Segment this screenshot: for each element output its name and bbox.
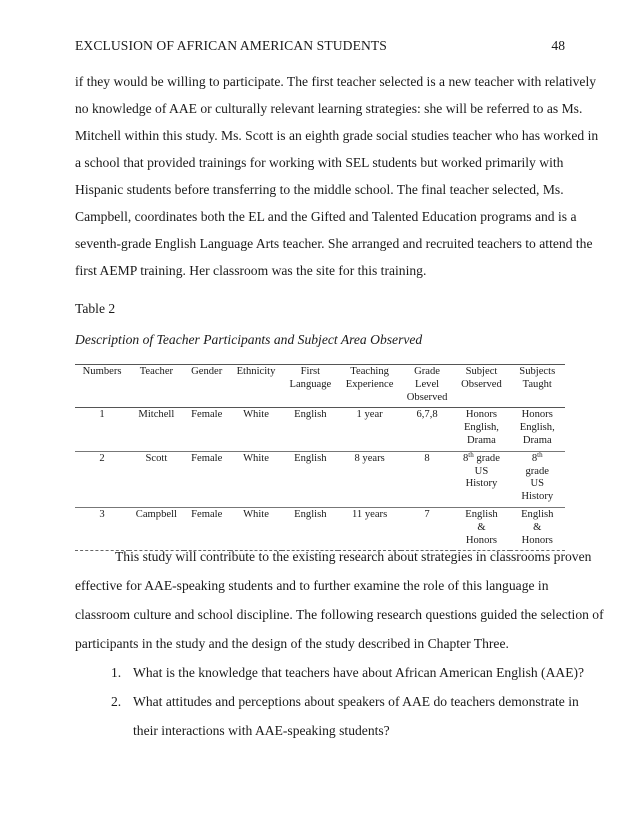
cell-word: US [530, 478, 545, 490]
ordinal-suffix: th [468, 450, 474, 459]
table-cell: White [243, 452, 269, 464]
cell-word: & [477, 521, 486, 533]
table-cell: 1 year [356, 409, 383, 421]
cell-word: Honors [521, 534, 553, 546]
cell-word: US [474, 465, 489, 477]
table-row [75, 408, 565, 451]
cell-word: grade [476, 452, 500, 464]
column-header: Grade Level Observed [406, 366, 448, 403]
table-cell: English [294, 409, 327, 421]
table-cell: Honors English, Drama [519, 409, 555, 446]
table-cell: White [243, 508, 269, 520]
table-row [75, 507, 565, 550]
cell-word: Honors [465, 534, 498, 546]
ordinal-suffix: th [537, 450, 543, 459]
list-number: 2. [111, 694, 122, 709]
table-cell: 8 years [354, 452, 385, 464]
table-cell: 1 [99, 409, 105, 421]
column-header: Teaching Experience [345, 366, 394, 390]
ordinal-number: 8 [462, 452, 469, 464]
paragraph-line: first AEMP training. Her classroom was the site for this training. [75, 263, 427, 278]
table-cell: 6,7,8 [416, 409, 438, 421]
table-cell: Honors English, Drama [463, 409, 499, 446]
table-cell: English [294, 508, 327, 520]
list-item-text: What is the knowledge that teachers have about African American English (AAE)? [133, 665, 585, 680]
table-cell: 7 [424, 508, 430, 520]
table-cell: English [294, 452, 327, 464]
column-header: Subjects Taught [519, 366, 556, 390]
table-cell: 3 [99, 508, 105, 520]
cell-word: History [521, 491, 554, 503]
table-label: Table 2 [75, 301, 116, 316]
column-header: Teacher [139, 366, 174, 377]
paragraph-line: effective for AAE-speaking students and to further examine the role of this language in [75, 578, 549, 593]
paragraph-line: no knowledge of AAE or culturally relevant learning strategies: she will be referred to as Ms. [75, 101, 583, 116]
table-cell: 8 [424, 452, 430, 464]
table-caption: Description of Teacher Participants and Subject Area Observed [75, 332, 423, 347]
column-header: First Language [289, 366, 332, 390]
paragraph-line: Mitchell within this study. Ms. Scott is an eighth grade social studies teacher who has worked in [75, 128, 599, 143]
table-cell-subjects-taught [510, 507, 566, 550]
table-cell: White [243, 409, 269, 421]
list-item-text: What attitudes and perceptions about speakers of AAE do teachers demonstrate in [133, 694, 579, 709]
table-cell-subject-observed [453, 507, 509, 550]
paragraph-line: classroom culture and school discipline. The following research questions guided the selection of [75, 607, 604, 622]
table-row [75, 451, 565, 507]
paragraph-line: seventh-grade English Language Arts teacher. She arranged and recruited teachers to attend the [75, 236, 593, 251]
paragraph-line: if they would be willing to participate. The first teacher selected is a new teacher with relatively [75, 74, 597, 89]
cell-word: English [465, 508, 498, 520]
cell-word: & [533, 521, 542, 533]
cell-word: English [521, 508, 554, 520]
column-header: Gender [191, 366, 223, 377]
ordinal-number: 8 [531, 452, 538, 464]
column-header: Ethnicity [236, 366, 276, 377]
teacher-participants-table [75, 364, 565, 551]
table-cell: Female [191, 508, 223, 520]
column-header: Numbers [82, 366, 122, 377]
paragraph-line: Campbell, coordinates both the EL and the Gifted and Talented Education programs and is a [75, 209, 577, 224]
cell-word: grade [525, 465, 550, 477]
table-cell: 2 [99, 452, 105, 464]
table-cell-subject-observed [453, 451, 509, 507]
paragraph-line: participants in the study and the design of the study described in Chapter Three. [75, 636, 509, 651]
paragraph-line: a school that provided trainings for working with SEL students but worked primarily with [75, 155, 564, 170]
list-item-text: their interactions with AAE-speaking students? [133, 723, 390, 738]
table-header-row [75, 365, 565, 408]
table-cell: 11 years [352, 508, 388, 520]
table-cell-subjects-taught [510, 451, 566, 507]
page-number: 48 [551, 38, 565, 53]
table-cell: Scott [145, 452, 168, 464]
table-cell: Campbell [135, 508, 177, 520]
table-cell: Female [191, 452, 223, 464]
table-cell: Mitchell [138, 409, 175, 421]
list-number: 1. [111, 665, 122, 680]
column-header: Subject Observed [461, 366, 502, 390]
running-head-title: EXCLUSION OF AFRICAN AMERICAN STUDENTS [75, 38, 387, 53]
table-cell: Female [191, 409, 223, 421]
paragraph-line: This study will contribute to the existing research about strategies in classrooms proven [115, 549, 592, 564]
cell-word: History [465, 478, 498, 490]
paragraph-line: Hispanic students before transferring to the middle school. The final teacher selected, Ms. [75, 182, 564, 197]
